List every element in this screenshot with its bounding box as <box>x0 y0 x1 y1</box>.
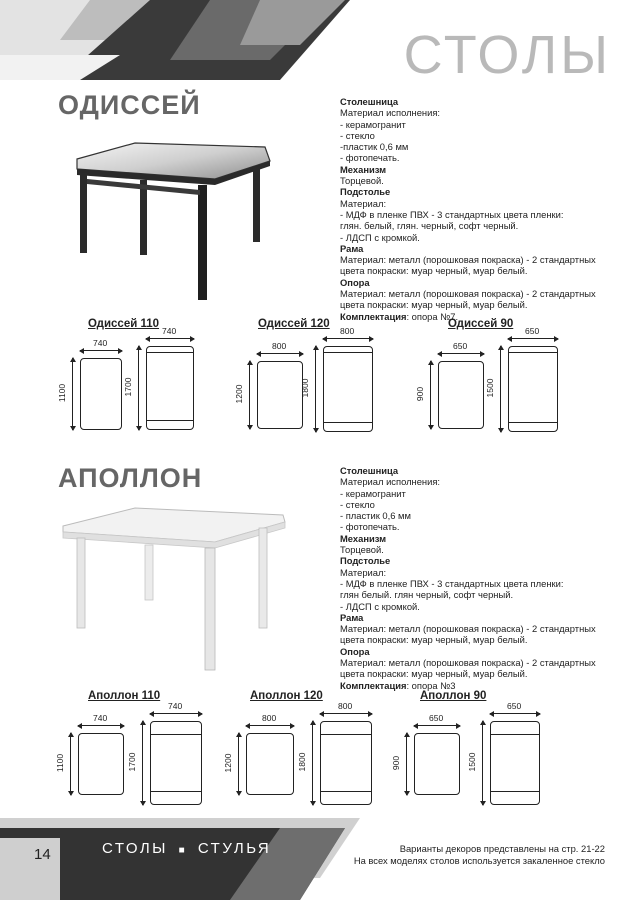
width-label: 740 <box>168 701 183 711</box>
width-label: 740 <box>162 326 177 336</box>
apollon-specs <box>340 465 610 691</box>
product-title-apollon: АПОЛЛОН <box>58 463 203 493</box>
kit-value: : опора №7. <box>406 310 459 322</box>
footer-note-line-1: Варианты декоров представлены на стр. 21-22 <box>399 843 605 854</box>
height-label: 1200 <box>234 384 244 404</box>
spec-line: Материал: металл (порошковая покраска) - 2 стандартных <box>340 288 596 300</box>
table-top-closed <box>78 733 124 795</box>
width-arrow <box>490 713 540 714</box>
extension-line-top <box>151 734 201 745</box>
footer-nav <box>102 840 271 857</box>
table-top-closed <box>246 733 294 795</box>
spec-heading: Механизм <box>340 532 387 544</box>
width-arrow <box>414 725 460 726</box>
extension-line-bottom <box>147 410 193 421</box>
extension-line-top <box>324 352 372 363</box>
table-top-extended <box>150 721 202 805</box>
width-arrow <box>257 353 303 354</box>
spec-line: глян. белый, глян. черный, софт черный. <box>340 220 519 232</box>
spec-heading: Подстолье <box>340 555 391 567</box>
width-label: 740 <box>93 338 108 348</box>
size-title: Аполлон 90 <box>420 690 487 702</box>
height-arrow <box>249 361 250 429</box>
spec-line: Материал: <box>340 566 387 578</box>
table-top-extended <box>323 346 373 432</box>
height-arrow <box>142 721 143 805</box>
height-arrow <box>430 361 431 429</box>
spec-line: цвета покраски: муар черный, муар белый. <box>340 668 528 680</box>
table-top-closed <box>257 361 303 429</box>
size-title: Одиссей 90 <box>448 318 514 330</box>
spec-line: - фотопечать. <box>340 521 400 533</box>
extension-line-top <box>509 352 557 363</box>
height-label: 1100 <box>55 753 65 773</box>
height-arrow <box>72 358 73 430</box>
spec-line: - МДФ в пленке ПВХ - 3 стандартных цвета пленки: <box>340 577 564 589</box>
footer-nav-tables: СТОЛЫ <box>102 840 168 857</box>
height-arrow <box>406 733 407 795</box>
spec-line: - керамогранит <box>340 118 406 130</box>
apollon-table-photo <box>55 500 290 675</box>
width-label: 800 <box>272 341 287 351</box>
height-arrow <box>70 733 71 795</box>
width-label: 800 <box>262 713 277 723</box>
extension-line-bottom <box>491 781 539 792</box>
table-top-extended <box>490 721 540 805</box>
spec-line: цвета покраски: муар черный, муар белый. <box>340 265 528 277</box>
kit-label: Комплектация <box>340 679 407 691</box>
height-label: 1100 <box>57 383 67 403</box>
spec-line: - МДФ в пленке ПВХ - 3 стандартных цвета пленки: <box>340 208 564 220</box>
width-label: 740 <box>93 713 108 723</box>
width-arrow <box>246 725 294 726</box>
height-arrow <box>238 733 239 795</box>
width-arrow <box>508 338 558 339</box>
spec-heading: Подстолье <box>340 186 391 198</box>
spec-line: Торцевой. <box>340 544 384 556</box>
size-title: Аполлон 120 <box>250 690 323 702</box>
table-top-closed <box>438 361 484 429</box>
spec-heading: Рама <box>340 611 364 623</box>
height-arrow <box>500 346 501 432</box>
spec-line: Материал: металл (порошковая покраска) - 2 стандартных <box>340 657 596 669</box>
spec-heading: Механизм <box>340 163 387 175</box>
height-arrow <box>312 721 313 805</box>
extension-line-bottom <box>509 412 557 423</box>
size-title: Одиссей 120 <box>258 318 330 330</box>
spec-line: -пластик 0,6 мм <box>340 141 409 153</box>
spec-line: цвета покраски: муар черный, муар белый. <box>340 299 528 311</box>
spec-heading: Опора <box>340 645 370 657</box>
spec-line: - керамогранит <box>340 487 406 499</box>
height-label: 1500 <box>467 752 477 772</box>
width-arrow <box>78 725 124 726</box>
extension-line-bottom <box>151 781 201 792</box>
width-arrow <box>320 713 372 714</box>
width-label: 650 <box>429 713 444 723</box>
odissey-specs <box>340 96 610 322</box>
spec-line: Материал: металл (порошковая покраска) - 2 стандартных <box>340 254 596 266</box>
table-top-closed <box>80 358 122 430</box>
spec-line: - стекло <box>340 498 375 510</box>
spec-line: - ЛДСП с кромкой. <box>340 231 420 243</box>
spec-line: Материал: металл (порошковая покраска) - 2 стандартных <box>340 623 596 635</box>
height-label: 1800 <box>297 752 307 772</box>
product-title-odissey: ОДИССЕЙ <box>58 90 201 120</box>
odissey-table-photo <box>65 135 275 305</box>
kit-label: Комплектация <box>340 310 407 322</box>
height-arrow <box>482 721 483 805</box>
extension-line-bottom <box>321 781 371 792</box>
table-top-extended <box>508 346 558 432</box>
height-label: 1500 <box>485 378 495 398</box>
width-label: 800 <box>338 701 353 711</box>
spec-line: - пластик 0,6 мм <box>340 510 411 522</box>
spec-heading: Рама <box>340 242 364 254</box>
kit-value: : опора №3 <box>406 679 456 691</box>
extension-line-top <box>147 352 193 363</box>
section-title: СТОЛЫ <box>403 25 611 85</box>
footer-note-line-2: На всех моделях столов используется закаленное стекло <box>353 854 605 866</box>
spec-line: глян белый. глян черный, софт черный. <box>340 589 514 601</box>
extension-line-bottom <box>324 412 372 423</box>
size-title: Аполлон 110 <box>88 690 161 702</box>
table-top-extended <box>146 346 194 430</box>
height-label: 1200 <box>223 753 233 773</box>
spec-line: - фотопечать. <box>340 152 400 164</box>
height-label: 1800 <box>300 378 310 398</box>
table-top-closed <box>414 733 460 795</box>
width-arrow <box>80 350 122 351</box>
spec-line: Материал: <box>340 197 387 209</box>
spec-line: Материал исполнения: <box>340 476 441 488</box>
page-number: 14 <box>34 846 51 863</box>
spec-line: Материал исполнения: <box>340 107 441 119</box>
footer-nav-bullet: ■ <box>178 845 188 856</box>
width-label: 800 <box>340 326 355 336</box>
spec-heading: Столешница <box>340 465 399 476</box>
height-arrow <box>138 346 139 430</box>
footer-nav-chairs: СТУЛЬЯ <box>197 840 272 857</box>
size-title: Одиссей 110 <box>88 318 160 330</box>
width-label: 650 <box>453 341 468 351</box>
height-label: 1700 <box>123 377 133 397</box>
height-arrow <box>315 346 316 432</box>
footer-note <box>354 843 605 866</box>
height-label: 900 <box>415 386 425 402</box>
extension-line-top <box>491 734 539 745</box>
spec-line: - ЛДСП с кромкой. <box>340 600 420 612</box>
table-top-extended <box>320 721 372 805</box>
width-arrow <box>438 353 484 354</box>
height-label: 900 <box>391 755 401 771</box>
width-arrow <box>323 338 373 339</box>
spec-line: - стекло <box>340 129 375 141</box>
height-label: 1700 <box>127 752 137 772</box>
spec-line: Торцевой. <box>340 175 384 187</box>
spec-heading: Опора <box>340 276 370 288</box>
spec-heading: Столешница <box>340 96 399 107</box>
width-arrow <box>146 338 194 339</box>
spec-line: цвета покраски: муар черный, муар белый. <box>340 634 528 646</box>
width-label: 650 <box>525 326 540 336</box>
width-arrow <box>150 713 202 714</box>
extension-line-top <box>321 734 371 745</box>
width-label: 650 <box>507 701 522 711</box>
